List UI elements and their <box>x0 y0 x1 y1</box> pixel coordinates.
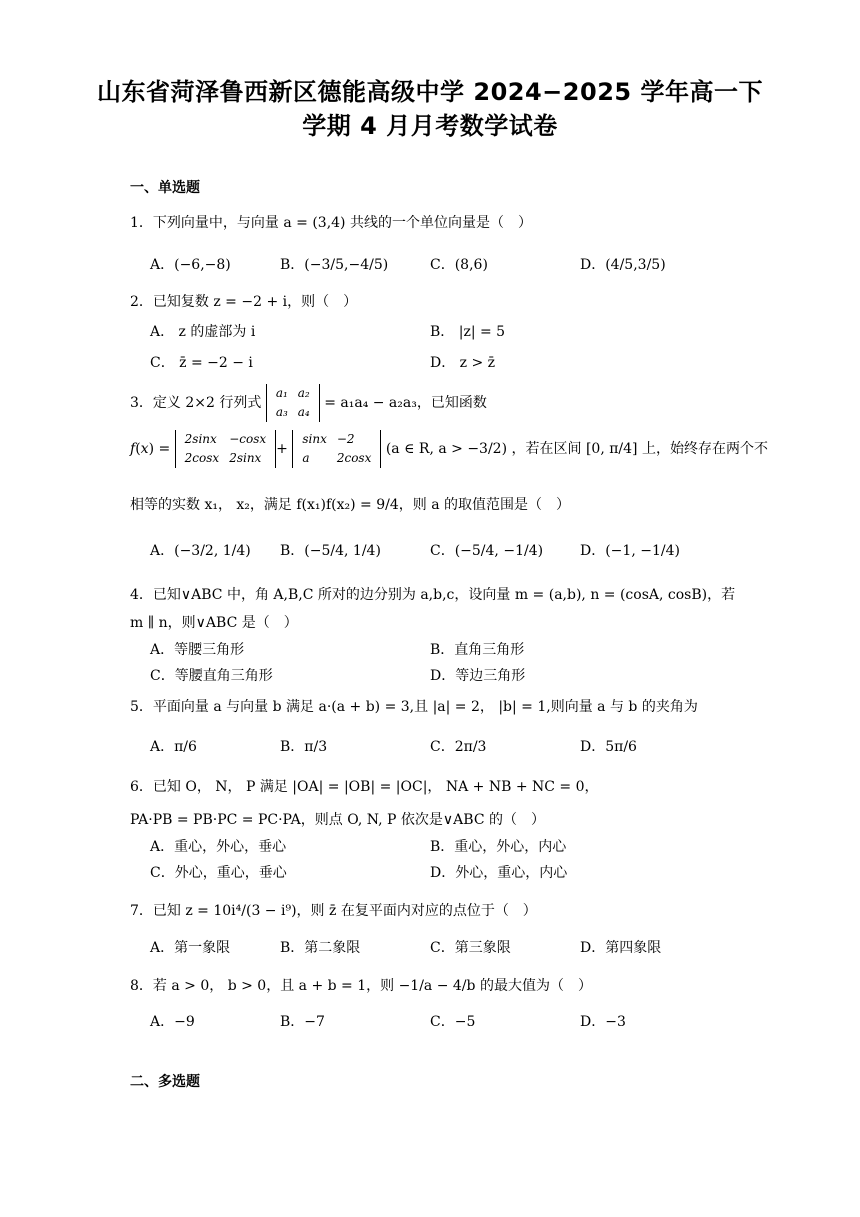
exam-title-line1: 山东省菏泽鲁西新区德能高级中学 2024−2025 学年高一下 <box>97 78 763 106</box>
question-8-option-a: A．−9 <box>150 1014 195 1030</box>
question-3-interval: [0, π/4] <box>585 441 638 458</box>
question-2-stem: 2．已知复数 z = −2 + i，则（ ） <box>130 294 358 310</box>
question-5-option-c: C．2π/3 <box>430 739 487 755</box>
question-8-option-d: D．−3 <box>580 1014 626 1030</box>
question-4-option-b: B．直角三角形 <box>430 642 525 658</box>
question-3-option-b: B．(−5/4, 1/4) <box>280 543 381 559</box>
question-4-option-d: D．等边三角形 <box>430 668 526 684</box>
question-4-option-c: C．等腰直角三角形 <box>150 668 273 684</box>
question-2-option-d: D． z > z̄ <box>430 355 496 371</box>
question-6-stem-line2: PA·PB = PB·PC = PC·PA，则点 O, N, P 依次是∨ABC 的（ ） <box>130 812 545 828</box>
question-2-option-c: C． z̄ = −2 − i <box>150 355 253 371</box>
determinant-definition: a₁ a₂ a₃ a₄ <box>266 384 320 422</box>
question-7-stem: 7．已知 z = 10i⁴/(3 − i⁹)，则 z̄ 在复平面内对应的点位于（ ） <box>130 903 537 919</box>
question-7-option-b: B．第二象限 <box>280 940 361 956</box>
question-3-stem-c: ，若在区间 <box>511 441 582 458</box>
determinant-1: 2sinx −cosx 2cosx 2sinx <box>175 430 276 468</box>
question-7-option-c: C．第三象限 <box>430 940 511 956</box>
question-5-option-d: D．5π/6 <box>580 739 637 755</box>
question-3-stem-a: 3．定义 2×2 行列式 <box>130 395 262 412</box>
question-1-option-a: A．(−6,−8) <box>150 257 231 273</box>
question-4-stem-line2: m ∥ n，则∨ABC 是（ ） <box>130 615 298 631</box>
question-4-option-a: A．等腰三角形 <box>150 642 245 658</box>
question-8-option-b: B．−7 <box>280 1014 325 1030</box>
question-5-stem: 5．平面向量 a 与向量 b 满足 a·(a + b) = 3,且 |a| = 2， |b| = 1,则向量 a 与 b 的夹角为 <box>130 699 698 715</box>
question-3-option-c: C．(−5/4, −1/4) <box>430 543 544 559</box>
question-4-stem-line1: 4．已知∨ABC 中，角 A,B,C 所对的边分别为 a,b,c，设向量 m = (a,b), n = (cosA, cosB)，若 <box>130 587 736 603</box>
section-single-choice: 一、单选题 <box>130 180 200 196</box>
question-3-option-d: D．(−1, −1/4) <box>580 543 680 559</box>
question-6-option-b: B．重心，外心，内心 <box>430 839 567 855</box>
question-3-stem-b: = a₁a₄ − a₂a₃，已知函数 <box>324 395 487 412</box>
question-1-option-c: C．(8,6) <box>430 257 488 273</box>
question-1-stem: 1．下列向量中，与向量 a = (3,4) 共线的一个单位向量是（ ） <box>130 215 532 231</box>
question-3-condition: (a ∈ R, a > −3/2) <box>385 441 508 458</box>
question-3-stem-d: 上，始终存在两个不 <box>641 441 768 458</box>
determinant-2: sinx −2 a 2cosx <box>292 430 381 468</box>
question-5-option-b: B．π/3 <box>280 739 328 755</box>
question-5-option-a: A．π/6 <box>150 739 197 755</box>
question-6-option-a: A．重心，外心，垂心 <box>150 839 287 855</box>
question-3-stem-line1 <box>130 384 487 422</box>
question-3-stem-line3: 相等的实数 x₁， x₂，满足 f(x₁)f(x₂) = 9/4，则 a 的取值范围是（ ） <box>130 497 571 513</box>
question-1-option-b: B．(−3/5,−4/5) <box>280 257 389 273</box>
question-3-stem-line2: f(x) = 2sinx −cosx 2cosx 2sinx + sinx −2 a 2cosx (a ∈ R, a > −3/2) ，若在区间 [0, π/4] 上，始终存在两个不 <box>130 430 768 468</box>
question-1-option-d: D．(4/5,3/5) <box>580 257 666 273</box>
question-8-stem: 8．若 a > 0， b > 0，且 a + b = 1，则 −1/a − 4/b 的最大值为（ ） <box>130 978 592 994</box>
question-3-option-a: A．(−3/2, 1/4) <box>150 543 251 559</box>
question-7-option-d: D．第四象限 <box>580 940 662 956</box>
exam-title-line2: 学期 4 月月考数学试卷 <box>302 112 558 140</box>
question-2-option-b: B． |z| = 5 <box>430 324 506 340</box>
section-multiple-choice: 二、多选题 <box>130 1074 200 1090</box>
question-7-option-a: A．第一象限 <box>150 940 231 956</box>
question-2-option-a: A． z 的虚部为 i <box>150 324 256 340</box>
question-6-option-d: D．外心，重心，内心 <box>430 865 568 881</box>
question-6-option-c: C．外心，重心，垂心 <box>150 865 287 881</box>
question-8-option-c: C．−5 <box>430 1014 476 1030</box>
question-6-stem-line1: 6．已知 O， N， P 满足 |OA| = |OB| = |OC|， NA + NB + NC = 0， <box>130 779 599 795</box>
